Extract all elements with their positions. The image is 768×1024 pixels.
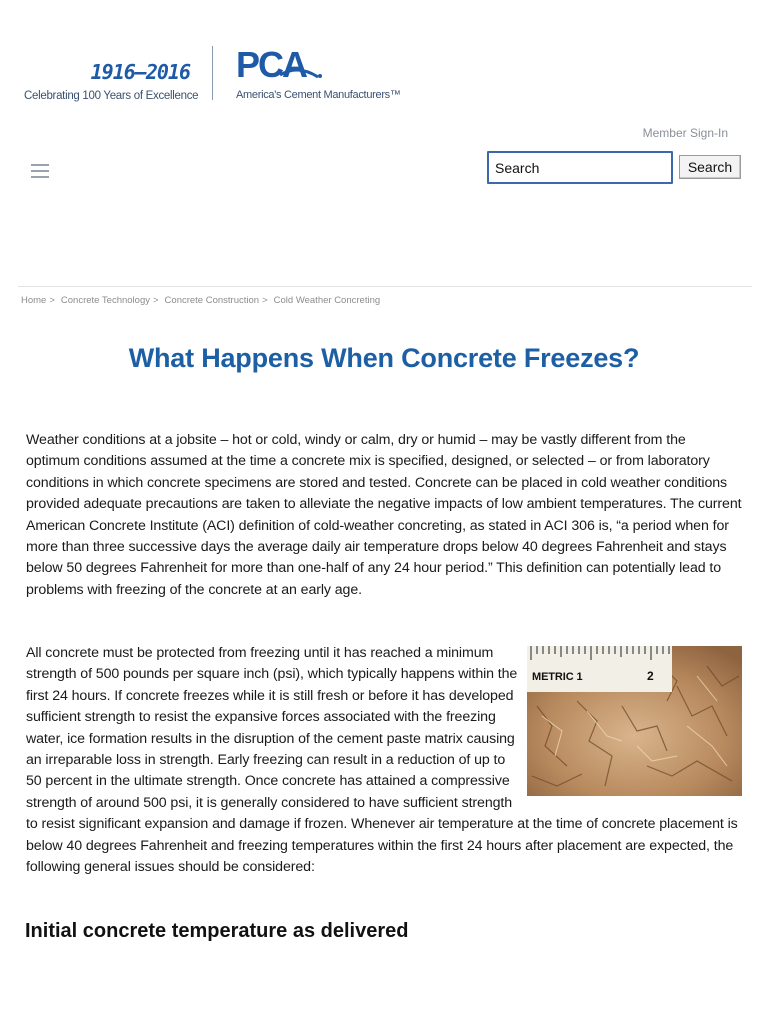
- article-paragraph-with-photo: [26, 643, 742, 878]
- search-button[interactable]: Search: [679, 155, 741, 179]
- search-input[interactable]: [487, 151, 673, 184]
- page-title: What Happens When Concrete Freezes?: [128, 343, 640, 373]
- member-sign-in-link[interactable]: Member Sign-In: [642, 126, 728, 140]
- hamburger-menu-icon[interactable]: [31, 164, 49, 180]
- logo-divider: [212, 46, 213, 100]
- breadcrumb-concrete-technology[interactable]: Concrete Technology: [60, 295, 150, 306]
- frozen-concrete-photo: [527, 646, 742, 796]
- breadcrumb-divider: [18, 286, 752, 287]
- brand-tagline: America's Cement Manufacturers™: [236, 89, 401, 101]
- article-paragraph: All concrete must be protected from freezing until it has reached a minimum strength of 500 pounds per square inch (psi), which typically happens within the first 24 hours. If concrete freezes while it is still fresh or before it has developed sufficient strength to resist the expansive forces associated with the freezing water, ice formation results in the disruption of the cement paste matrix causing an irreparable loss in strength. Early freezing can result in a reduction of up to 50 percent in the ultimate strength. Once concrete has attained a compressive strength of around 500 psi, it is generally considered to have sufficient strength to resist significant expansion and damage if frozen. Whenever air temperature at the time of concrete placement is below 40 degrees Fahrenheit and freezing temperatures within the first 24 hours after placement are expected, the following general issues should be considered:: [26, 645, 738, 876]
- site-header: [0, 0, 768, 280]
- breadcrumb: [21, 295, 380, 306]
- section-heading: Initial concrete temperature as delivered: [25, 920, 409, 942]
- anniversary-tagline: Celebrating 100 Years of Excellence: [24, 90, 199, 102]
- ruler-mark-2: 2: [647, 669, 654, 683]
- pca-logo[interactable]: [236, 44, 436, 104]
- breadcrumb-cold-weather-concreting[interactable]: Cold Weather Concreting: [273, 295, 381, 306]
- pca-logo-text: PCA: [236, 44, 307, 82]
- breadcrumb-concrete-construction[interactable]: Concrete Construction: [164, 295, 260, 306]
- ruler-metric-label: METRIC 1: [532, 671, 583, 683]
- breadcrumb-separator: >: [49, 295, 55, 306]
- article-paragraph: Weather conditions at a jobsite – hot or cold, windy or calm, dry or humid – may be vastly different from the optimum conditions assumed at the time a concrete mix is specified, designed, or selected – or from laboratory conditions in which concrete specimens are stored and tested. Concrete can be placed in cold weather conditions provided adequate precautions are taken to alleviate the negative impacts of low ambient temperatures. The current American Concrete Institute (ACI) definition of cold-weather concreting, as stated in ACI 306 is, “a period when for more than three successive days the average daily air temperature drops below 40 degrees Fahrenheit and stays below 50 degrees Fahrenheit for more than one-half of any 24 hour period.” This definition can potentially lead to problems with freezing of the concrete at an early age.: [26, 432, 742, 598]
- frozen-concrete-image: [527, 646, 742, 796]
- breadcrumb-home[interactable]: Home: [21, 295, 47, 306]
- pca-logo-mark: [236, 44, 326, 82]
- centennial-logo[interactable]: [24, 58, 199, 108]
- breadcrumb-separator: >: [152, 295, 159, 306]
- breadcrumb-separator: >: [262, 295, 268, 306]
- anniversary-years: 1916–2016: [90, 60, 190, 84]
